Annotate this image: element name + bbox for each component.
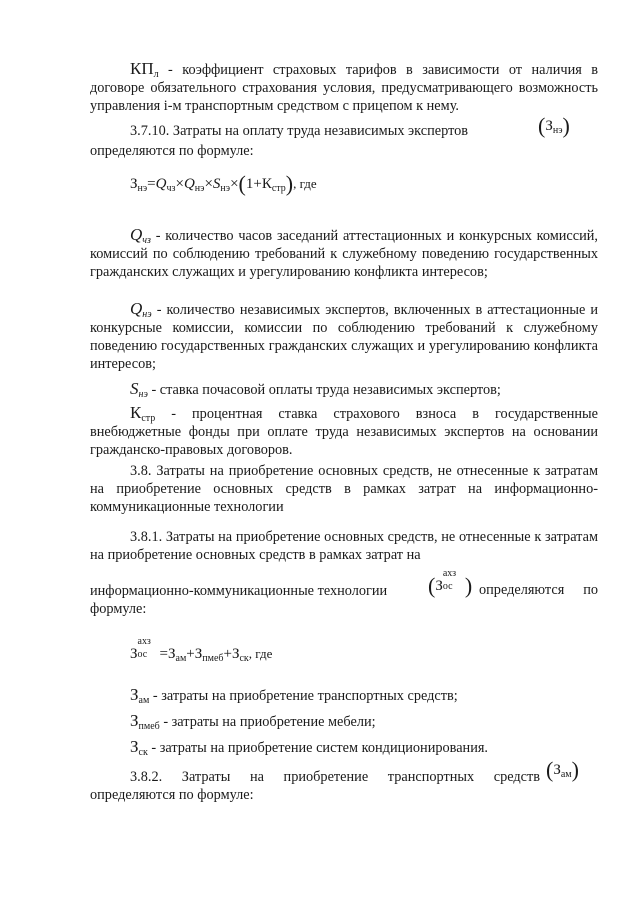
section-3-7-10: [90, 122, 540, 140]
section-3-8: 3.8. Затраты на приобретение основных средств, не отнесенные к затратам на приобретение основных средств в рамках затрат на информационно-коммуникационные технологии: [90, 463, 598, 515]
kstr-symbol: $К_{стр}$: [130, 403, 156, 424]
section-number: 3.7.10.: [130, 123, 170, 139]
def-qchz: $Q_{чз}$ - количество часов заседаний аттестационных и конкурсных комиссий, комиссий по соблюдению требований к служебному поведению государственных гражданских служащих и урегулированию конфликта интересов;: [90, 225, 598, 280]
zsk-symbol: $З_{ск}$: [130, 737, 148, 758]
def-zam: $З_{ам}$ - затраты на приобретение транспортных средств;: [130, 685, 458, 706]
kp-text: - коэффициент страховых тарифов в зависимости от наличия в договоре обязательного страхования условия, предусматривающего возможность управления i-м транспортным средством с прицепом к нему.: [90, 62, 598, 114]
qchz-symbol: $Q_{чз}$: [130, 225, 151, 246]
def-zsk: $З_{ск}$ - затраты на приобретение систем кондиционирования.: [130, 737, 488, 758]
section-3-8-1-tail: формуле:: [90, 601, 147, 617]
kp-symbol: $КП_л$: [130, 59, 159, 80]
kp-definition: [90, 60, 598, 115]
qne-symbol: $Q_{нэ}$: [130, 299, 152, 320]
def-zpmeb: $З_{пмеб}$ - затраты на приобретение мебели;: [130, 711, 376, 732]
section-3-8-1: 3.8.1. Затраты на приобретение основных средств, не отнесенные к затратам на приобретение основных средств в рамках затрат на: [90, 529, 598, 563]
formula-zne: $З_{нэ}=Q_{чз}\times Q_{нэ}\times S_{нэ}\times(1+К_{стр})$, где: [130, 171, 317, 196]
section-3-8-2-tail: определяются по формуле:: [90, 787, 254, 803]
section-3-8-2: 3.8.2. Затраты на приобретение транспортных средств: [130, 769, 540, 785]
def-sne: $S_{нэ}$ - ставка почасовой оплаты труда независимых экспертов;: [130, 379, 501, 400]
sne-symbol: $S_{нэ}$: [130, 379, 148, 400]
zpmeb-symbol: $З_{пмеб}$: [130, 711, 160, 732]
zne-symbol: $(З_{нэ})$: [538, 113, 570, 138]
def-qne: $Q_{нэ}$ - количество независимых экспертов, включенных в аттестационные и конкурсные комиссии, комиссии по соблюдению требований к служебному поведению государственных гражданских служащих и урегулированию конфликта интересов;: [90, 299, 598, 372]
section-3-7-10-tail: определяются по формуле:: [90, 143, 254, 159]
section-text: Затраты на оплату труда независимых экспертов: [169, 123, 469, 139]
zos-symbol: (З ахз ос ): [428, 568, 473, 598]
zam-symbol: $З_{ам}$: [130, 685, 150, 706]
zos-tail: определяются по: [479, 582, 598, 598]
section-3-8-1-line3: информационно-коммуникационные технологии: [90, 583, 388, 599]
def-kstr: $К_{стр}$ - процентная ставка страхового взноса в государственные внебюджетные фонды при оплате труда независимых экспертов на основании гражданско-правовых договоров.: [90, 403, 598, 458]
zam-symbol-2: $(З_{ам})$: [546, 757, 579, 782]
formula-zos: З ахз ос $=З_{ам}+З_{пмеб}+З_{ск}$, где: [130, 636, 273, 664]
